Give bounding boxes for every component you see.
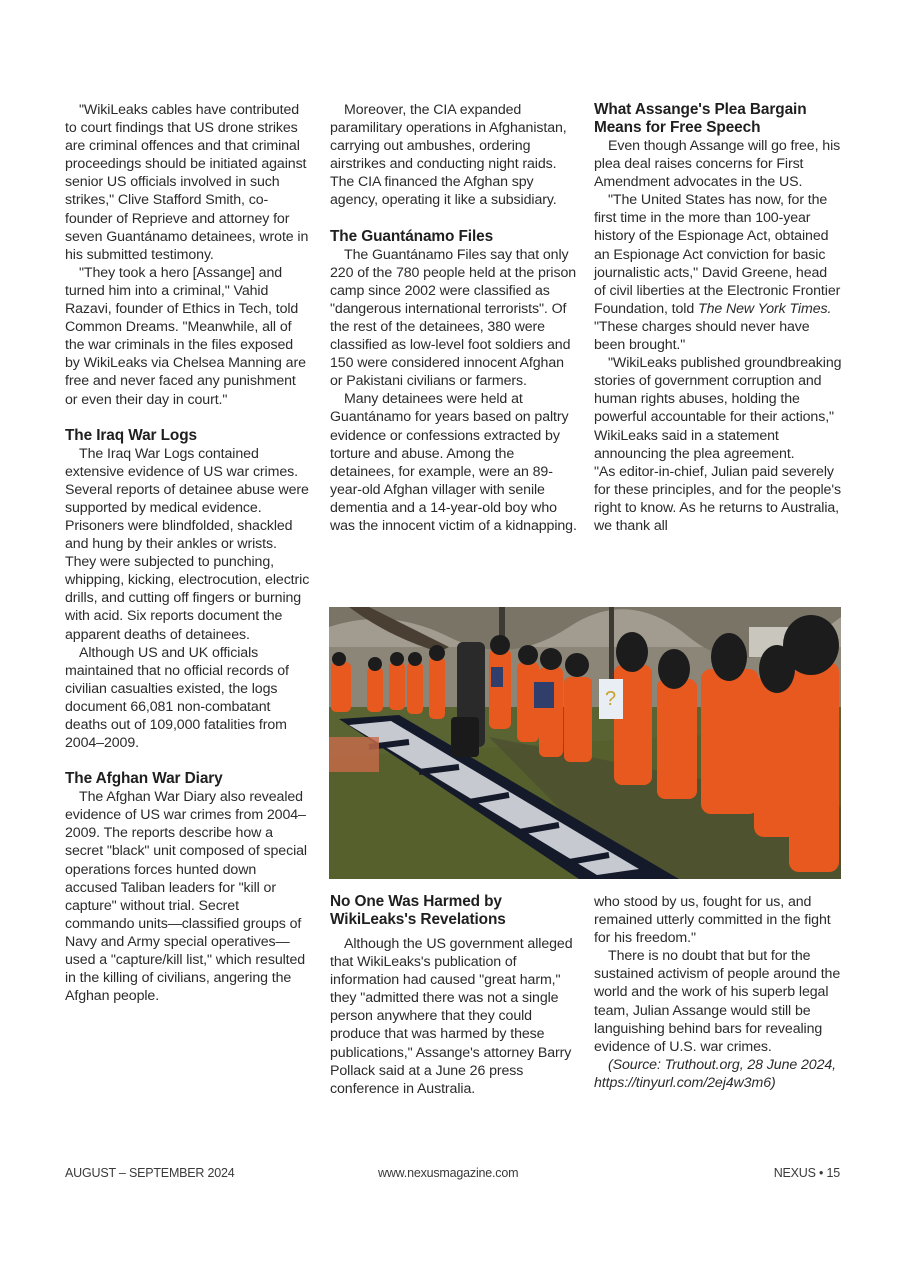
footer-issue-date: AUGUST – SEPTEMBER 2024 — [65, 1166, 235, 1180]
source-citation: (Source: Truthout.org, 28 June 2024, https://tinyurl.com/2ej4w3m6) — [594, 1056, 837, 1091]
section-heading-guantanamo-files: The Guantánamo Files — [330, 227, 494, 245]
paragraph: The Iraq War Logs contained extensive evidence of US war crimes. Several reports of detainee abuse were supported by medical evidence. Prisoners were blindfolded, shackled and hung by their ankles or wrists. They were subjected to punching, whipping, kicking, electrocution, electric drills, and cutting off fingers or burning with acid. Six reports document the apparent deaths of detainees. — [65, 445, 310, 643]
paragraph: Even though Assange will go free, his plea deal raises concerns for First Amendment advocates in the US. — [594, 138, 841, 191]
paragraph: who stood by us, fought for us, and remained utterly committed in the fight for his freedom." — [594, 894, 831, 947]
paragraph: The Guantánamo Files say that only 220 of the 780 people held at the prison camp since 2002 were classified as "dangerous international terrorists". Of the rest of the detainees, 380 were classified as low-level foot soldiers and 150 were considered innocent Afghan or Pakistani civilians or farmers. — [330, 246, 577, 390]
svg-text:?: ? — [605, 688, 617, 710]
article-column-1 — [65, 101, 311, 1005]
paragraph: "They took a hero [Assange] and turned him into a criminal," Vahid Razavi, founder of Ethics in Tech, told Common Dreams. "Meanwhile, all of the war criminals in the files exposed by WikiLeaks via Chelsea Manning are free and never faced any punishment or even their day in court." — [65, 264, 306, 408]
paragraph: Moreover, the CIA expanded paramilitary operations in Afghanistan, carrying out ambushes, ordering airstrikes and conducting night raids. The CIA financed the Afghan spy agency, operating it like a subsidiary. — [330, 102, 567, 209]
footer-website: www.nexusmagazine.com — [378, 1166, 519, 1180]
article-column-3-continued — [594, 893, 842, 1092]
section-heading-iraq-war-logs: The Iraq War Logs — [65, 426, 197, 444]
paragraph: Although the US government alleged that WikiLeaks's publication of information had caused "great harm," they "admitted there was not a single person anywhere that they could produce that was harmed by these publications," Assange's attorney Barry Pollack said at a June 26 press conference in Australia. — [330, 936, 573, 1097]
paragraph: Although US and UK officials maintained that no official records of civilian casualties existed, the logs document 66,081 non-combatant deaths out of 109,000 fatalities from 2004–2009. — [65, 644, 289, 752]
paragraph: "The United States has now, for the first time in the more than 100-year history of the Espionage Act, obtained an Espionage Act conviction for basic journalistic acts," David Greene, head of civil liberties at the Electronic Frontier Foundation, told The New York Times. "These charges should never have been brought." — [594, 192, 841, 354]
paragraph: "WikiLeaks cables have contributed to court findings that US drone strikes are criminal offences and that criminal proceedings should be initiated against senior US officials involved in such strikes," Clive Stafford Smith, co-founder of Reprieve and attorney for seven Guantánamo detainees, wrote in his submitted testimony. — [65, 102, 309, 263]
paragraph: "As editor-in-chief, Julian paid severely for these principles, and for the people's right to know. As he returns to Australia, we thank all — [594, 463, 841, 534]
paragraph: "WikiLeaks published groundbreaking stories of government corruption and human rights abuses, holding the powerful accountable for their actions," WikiLeaks said in a statement announcing the plea agreement. — [594, 355, 842, 462]
paragraph: The Afghan War Diary also revealed evidence of US war crimes from 2004–2009. The reports describe how a secret "black" unit composed of special operations forces hunted down accused Taliban leaders for "kill or capture" without trial. Secret commando units—classified groups of Navy and Army special operatives—used a "capture/kill list," which resulted in the killing of civilians, angering the Afghan people. — [65, 789, 307, 1005]
guantanamo-protest-image — [329, 607, 841, 879]
article-column-2-continued — [330, 893, 578, 1098]
paragraph: Many detainees were held at Guantánamo for years based on paltry evidence or confessions extracted by torture and abuse. Among the detainees, for example, were an 89-year-old Afghan villager with senile dementia and a 14-year-old boy who was the innocent victim of a kidnapping. — [330, 391, 577, 534]
publication-name: The New York Times. — [698, 300, 832, 317]
article-column-3 — [594, 101, 842, 535]
section-heading-afghan-war-diary: The Afghan War Diary — [65, 770, 223, 788]
section-heading-plea-bargain: What Assange's Plea Bargain Means for Free Speech — [594, 101, 807, 136]
footer-page-number: NEXUS • 15 — [773, 1166, 840, 1180]
protest-photo — [329, 607, 841, 879]
section-heading-no-one-harmed: No One Was Harmed by WikiLeaks's Revelations — [330, 893, 506, 928]
paragraph: There is no doubt that but for the sustained activism of people around the world and the work of his superb legal team, Julian Assange would still be languishing behind bars for revealing evidence of U.S. war crimes. — [594, 948, 841, 1055]
article-column-2 — [330, 101, 578, 535]
